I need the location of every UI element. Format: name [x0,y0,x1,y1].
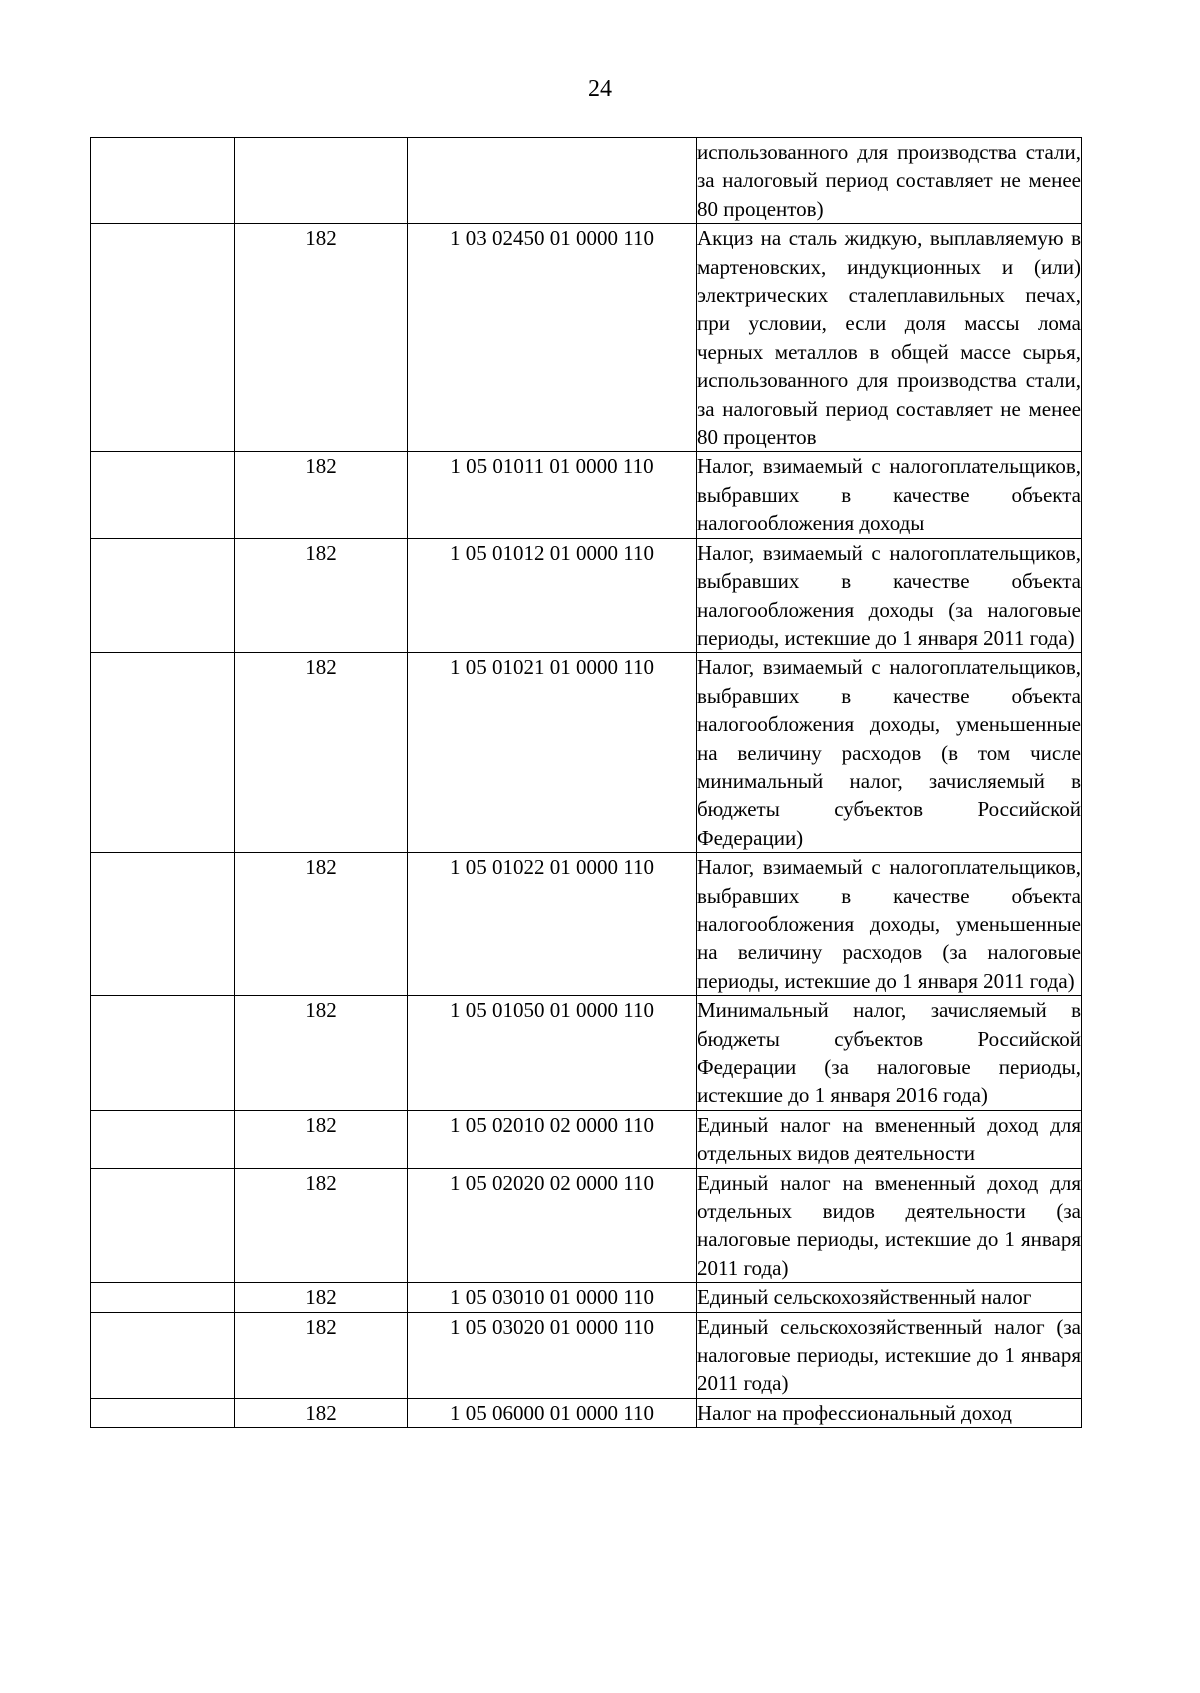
admin-code-cell: 182 [235,1312,408,1398]
admin-code-cell: 182 [235,653,408,853]
description-cell: Минимальный налог, зачисляемый в бюджеты субъектов Российской Федерации (за налоговые периоды, истекшие до 1 января 2016 года) [697,996,1082,1111]
kbk-cell: 1 05 02010 02 0000 110 [408,1110,697,1168]
kbk-cell: 1 03 02450 01 0000 110 [408,224,697,452]
description-cell: Единый налог на вмененный доход для отдельных видов деятельности (за налоговые периоды, истекшие до 1 января 2011 года) [697,1168,1082,1283]
admin-code-cell: 182 [235,1168,408,1283]
admin-code-cell: 182 [235,853,408,996]
table-row [91,538,1082,653]
kbk-cell: 1 05 01022 01 0000 110 [408,853,697,996]
table-row [91,1398,1082,1427]
admin-code-cell: 182 [235,1398,408,1427]
admin-code-cell: 182 [235,538,408,653]
admin-code-cell: 182 [235,1110,408,1168]
description-cell: Налог, взимаемый с налогоплательщиков, выбравших в качестве объекта налогообложения доходы, уменьшенные на величину расходов (за налоговые периоды, истекшие до 1 января 2011 года) [697,853,1082,996]
empty-cell [91,538,235,653]
kbk-cell: 1 05 02020 02 0000 110 [408,1168,697,1283]
budget-revenue-table [90,137,1082,1428]
kbk-cell: 1 05 01011 01 0000 110 [408,452,697,538]
kbk-cell: 1 05 01050 01 0000 110 [408,996,697,1111]
kbk-cell: 1 05 01021 01 0000 110 [408,653,697,853]
kbk-cell [408,138,697,224]
table-row [91,996,1082,1111]
description-cell: Налог, взимаемый с налогоплательщиков, выбравших в качестве объекта налогообложения доходы [697,452,1082,538]
table-row [91,1110,1082,1168]
empty-cell [91,653,235,853]
table-row [91,138,1082,224]
table-row [91,1283,1082,1312]
table-row [91,653,1082,853]
empty-cell [91,452,235,538]
table-row [91,853,1082,996]
empty-cell [91,1312,235,1398]
description-cell: Акциз на сталь жидкую, выплавляемую в мартеновских, индукционных и (или) электрических сталеплавильных печах, при условии, если доля массы лома черных металлов в общей массе сырья, использованного для производства стали, за налоговый период составляет не менее 80 процентов [697,224,1082,452]
table-row [91,452,1082,538]
page-number: 24 [588,76,612,102]
admin-code-cell: 182 [235,1283,408,1312]
admin-code-cell: 182 [235,452,408,538]
admin-code-cell [235,138,408,224]
description-cell: Единый налог на вмененный доход для отдельных видов деятельности [697,1110,1082,1168]
kbk-cell: 1 05 03020 01 0000 110 [408,1312,697,1398]
description-cell: Налог, взимаемый с налогоплательщиков, выбравших в качестве объекта налогообложения доходы, уменьшенные на величину расходов (в том числе минимальный налог, зачисляемый в бюджеты субъектов Российской Федерации) [697,653,1082,853]
description-cell: Налог, взимаемый с налогоплательщиков, выбравших в качестве объекта налогообложения доходы (за налоговые периоды, истекшие до 1 января 2011 года) [697,538,1082,653]
description-cell: Налог на профессиональный доход [697,1398,1082,1427]
description-cell: Единый сельскохозяйственный налог [697,1283,1082,1312]
empty-cell [91,996,235,1111]
kbk-cell: 1 05 01012 01 0000 110 [408,538,697,653]
empty-cell [91,1398,235,1427]
description-cell: Единый сельскохозяйственный налог (за налоговые периоды, истекшие до 1 января 2011 года) [697,1312,1082,1398]
empty-cell [91,224,235,452]
empty-cell [91,1110,235,1168]
kbk-cell: 1 05 03010 01 0000 110 [408,1283,697,1312]
empty-cell [91,1168,235,1283]
empty-cell [91,853,235,996]
admin-code-cell: 182 [235,996,408,1111]
table-row [91,1168,1082,1283]
description-cell: использованного для производства стали, за налоговый период составляет не менее 80 процентов) [697,138,1082,224]
admin-code-cell: 182 [235,224,408,452]
table-row [91,1312,1082,1398]
kbk-cell: 1 05 06000 01 0000 110 [408,1398,697,1427]
empty-cell [91,138,235,224]
empty-cell [91,1283,235,1312]
table-row [91,224,1082,452]
